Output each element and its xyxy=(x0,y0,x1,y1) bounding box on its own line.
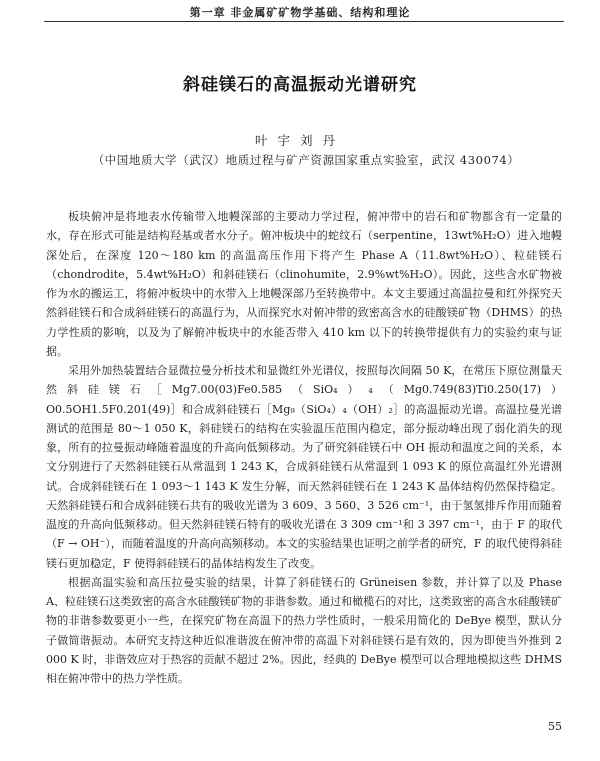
header-rule xyxy=(44,21,564,22)
author-names: 叶宇刘丹 xyxy=(254,133,345,148)
page-number: 55 xyxy=(548,720,562,733)
paragraph-conclusion: 根据高温实验和高压拉曼实验的结果，计算了斜硅镁石的 Grüneisen 参数，并计算了以及 Phase A、粒硅镁石这类致密的高含水硅酸镁矿物的非谐参数。通过和橄榄石的对比，这类致密的高含水硅酸镁矿物的非谐参数要更小一些，在探究矿物在高温下的热力学性质时，一般采用简化的 DeBye 模型，默认分子做简谐振动。本研究支持这种近似准谐波在俯冲带的高温下对斜硅镁石是有效的，因为即使当外推到 2 000 K 时，非谐效应对于热容的贡献不超过 2%。因此，经典的 DeBye 模型可以合理地模拟这些 DHMS 相在俯冲带中的热力学性质。 xyxy=(46,575,562,685)
running-head: 第一章 非金属矿矿物学基础、结构和理论 xyxy=(189,6,411,19)
paper-title: 斜硅镁石的高温振动光谱研究 xyxy=(183,75,417,95)
paragraph-methods: 采用外加热装置结合显微拉曼分析技术和显微红外光谱仪，按照每次间隔 50 K，在常压下原位测量天然斜硅镁石［Mg7.00(03)Fe0.585（SiO₄）₄（Mg0.749(83)Ti0.250(17)）O0.5OH1.5F0.201(49)］和合成斜硅镁石［Mg₉（SiO₄）₄（OH）₂］的高温振动光谱。高温拉曼光谱测试的范围是 80～1 050 K，斜硅镁石的结构在实验温压范围内稳定，部分振动峰出现了弱化消失的现象，所有的拉曼振动峰随着温度的升高向低频移动。为了研究斜硅镁石中 OH 振动和温度之间的关系，本文分别进行了天然斜硅镁石从常温到 1 243 K，合成斜硅镁石从常温到 1 093 K 的原位高温红外光谱测试。合成斜硅镁石在 1 093～1 143 K 发生分解，而天然斜硅镁石在 1 243 K 晶体结构仍然保持稳定。天然斜硅镁石和合成斜硅镁石共有的吸收光谱为 3 609、3 560、3 526 cm⁻¹，由于氢氢排斥作用而随着温度的升高向低频移动。但天然斜硅镁石特有的吸收光谱在 3 309 cm⁻¹和 3 397 cm⁻¹，由于 F 的取代（F → OH⁻），而随着温度的升高向高频移动。本文的实验结果也证明之前学者的研究，F 的取代使得斜硅镁石更加稳定，F 使得斜硅镁石的晶体结构发生了改变。 xyxy=(46,364,562,570)
author-affiliation: （中国地质大学（武汉）地质过程与矿产资源国家重点实验室，武汉 430074） xyxy=(92,153,520,167)
paragraph-intro: 板块俯冲是将地表水传输带入地幔深部的主要动力学过程，俯冲带中的岩石和矿物都含有一定量的水，存在形式可能是结构羟基或者水分子。俯冲板块中的蛇纹石（serpentine，13wt%H₂O）进入地幔深处后，在深度 120～180 km 的高温高压作用下将产生 Phase A（11.8wt%H₂O）、粒硅镁石（chondrodite，5.4wt%H₂O）和斜硅镁石（clinohumite，2.9%wt%H₂O）。因此，这些含水矿物被作为水的搬运工，将俯冲板块中的水带入上地幔深部乃至转换带中。本文主要通过高温拉曼和红外探究天然斜硅镁石和合成斜硅镁石的高温行为，从而探究水对俯冲带的致密高含水的硅酸镁矿物（DHMS）的热力学性质的影响，以及为了解俯冲板块中的水能否带入 410 km 以下的转换带提供有力的实验约束与证据。 xyxy=(46,210,562,358)
abstract-body xyxy=(46,207,562,688)
